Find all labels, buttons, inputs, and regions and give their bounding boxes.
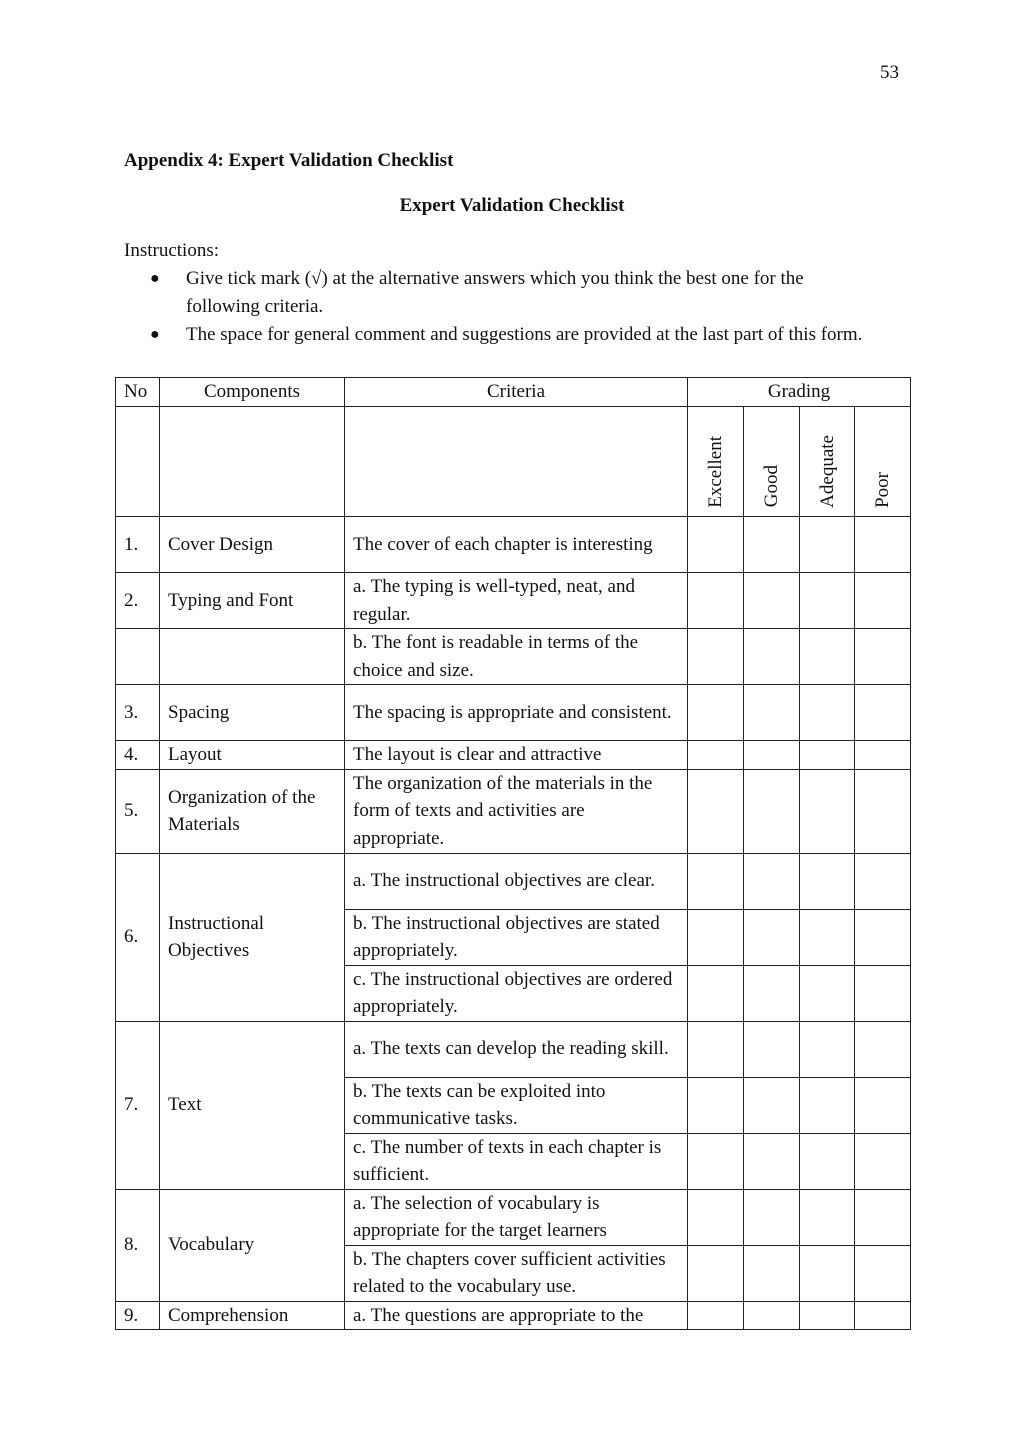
instruction-text: Give tick mark (√) at the alternative answers which you think the best one for the following criteria. xyxy=(186,268,804,317)
grade-poor-checkbox[interactable] xyxy=(855,685,911,741)
header-components: Components xyxy=(160,378,345,407)
component-cell: Comprehension xyxy=(160,1301,345,1330)
document-title: Expert Validation Checklist xyxy=(399,195,625,216)
criteria-cell: b. The instructional objectives are stated appropriately. xyxy=(345,909,688,965)
criteria-cell: b. The texts can be exploited into communicative tasks. xyxy=(345,1077,688,1133)
row-number: 1. xyxy=(116,517,160,573)
grade-adequate-checkbox[interactable] xyxy=(800,1301,855,1330)
validation-checklist-table xyxy=(115,377,911,1330)
grade-good-checkbox[interactable] xyxy=(744,1245,800,1301)
grade-adequate-checkbox[interactable] xyxy=(800,1021,855,1077)
row-number: 9. xyxy=(116,1301,160,1330)
grade-poor-checkbox[interactable] xyxy=(855,1189,911,1245)
grade-poor-checkbox[interactable] xyxy=(855,965,911,1021)
table-row xyxy=(116,685,911,741)
grade-excellent-checkbox[interactable] xyxy=(688,1133,744,1189)
grade-label: Excellent xyxy=(705,435,726,508)
grade-excellent-checkbox[interactable] xyxy=(688,573,744,629)
grade-poor-checkbox[interactable] xyxy=(855,769,911,853)
grade-adequate-checkbox[interactable] xyxy=(800,1133,855,1189)
grade-poor-checkbox[interactable] xyxy=(855,1077,911,1133)
grade-poor-checkbox[interactable] xyxy=(855,853,911,909)
grade-good-checkbox[interactable] xyxy=(744,517,800,573)
grade-adequate-checkbox[interactable] xyxy=(800,517,855,573)
grade-poor-checkbox[interactable] xyxy=(855,909,911,965)
grade-header-adequate xyxy=(800,407,855,517)
grade-poor-checkbox[interactable] xyxy=(855,573,911,629)
grade-label: Adequate xyxy=(816,434,838,508)
grade-excellent-checkbox[interactable] xyxy=(688,517,744,573)
component-cell: Instructional Objectives xyxy=(160,853,345,1021)
appendix-title: Appendix 4: Expert Validation Checklist xyxy=(124,150,454,171)
component-cell: Spacing xyxy=(160,685,345,741)
criteria-cell: a. The typing is well-typed, neat, and regular. xyxy=(345,573,688,629)
criteria-cell: c. The number of texts in each chapter is sufficient. xyxy=(345,1133,688,1189)
grade-good-checkbox[interactable] xyxy=(744,1133,800,1189)
grade-excellent-checkbox[interactable] xyxy=(688,1301,744,1330)
grade-excellent-checkbox[interactable] xyxy=(688,853,744,909)
criteria-cell: The spacing is appropriate and consistent. xyxy=(345,685,688,741)
row-number: 3. xyxy=(116,685,160,741)
criteria-cell: c. The instructional objectives are ordered appropriately. xyxy=(345,965,688,1021)
grade-excellent-checkbox[interactable] xyxy=(688,741,744,770)
grade-label: Poor xyxy=(872,471,893,508)
table-row xyxy=(116,769,911,853)
grade-adequate-checkbox[interactable] xyxy=(800,769,855,853)
page-number: 53 xyxy=(880,62,899,83)
row-number: 4. xyxy=(116,741,160,770)
grade-good-checkbox[interactable] xyxy=(744,853,800,909)
grade-adequate-checkbox[interactable] xyxy=(800,573,855,629)
grade-poor-checkbox[interactable] xyxy=(855,1133,911,1189)
table-row xyxy=(116,1021,911,1077)
empty-cell xyxy=(160,629,345,685)
grade-excellent-checkbox[interactable] xyxy=(688,1077,744,1133)
table-subheader-row xyxy=(116,407,911,517)
table-row xyxy=(116,741,911,770)
table-row xyxy=(116,629,911,685)
table-row xyxy=(116,853,911,909)
grade-adequate-checkbox[interactable] xyxy=(800,1245,855,1301)
component-cell: Text xyxy=(160,1021,345,1189)
grade-good-checkbox[interactable] xyxy=(744,1021,800,1077)
grade-adequate-checkbox[interactable] xyxy=(800,1077,855,1133)
instruction-item xyxy=(150,321,880,349)
grade-excellent-checkbox[interactable] xyxy=(688,909,744,965)
grade-good-checkbox[interactable] xyxy=(744,1301,800,1330)
bullet-icon: ● xyxy=(150,326,160,343)
grade-header-excellent xyxy=(688,407,744,517)
criteria-cell: The organization of the materials in the form of texts and activities are appropriate. xyxy=(345,769,688,853)
row-number: 8. xyxy=(116,1189,160,1301)
criteria-cell: b. The chapters cover sufficient activities related to the vocabulary use. xyxy=(345,1245,688,1301)
grade-poor-checkbox[interactable] xyxy=(855,1301,911,1330)
grade-adequate-checkbox[interactable] xyxy=(800,909,855,965)
row-number: 5. xyxy=(116,769,160,853)
component-cell: Cover Design xyxy=(160,517,345,573)
grade-good-checkbox[interactable] xyxy=(744,1077,800,1133)
table-row xyxy=(116,1301,911,1330)
grade-excellent-checkbox[interactable] xyxy=(688,965,744,1021)
grade-excellent-checkbox[interactable] xyxy=(688,1245,744,1301)
empty-cell xyxy=(116,407,160,517)
grade-header-good xyxy=(744,407,800,517)
table-row xyxy=(116,573,911,629)
table-row xyxy=(116,1189,911,1245)
grade-excellent-checkbox[interactable] xyxy=(688,1189,744,1245)
grade-header-poor xyxy=(855,407,911,517)
grade-poor-checkbox[interactable] xyxy=(855,1245,911,1301)
grade-good-checkbox[interactable] xyxy=(744,909,800,965)
grade-adequate-checkbox[interactable] xyxy=(800,685,855,741)
header-grading: Grading xyxy=(688,378,911,407)
table-header-row xyxy=(116,378,911,407)
instructions-label: Instructions: xyxy=(124,240,219,261)
grade-poor-checkbox[interactable] xyxy=(855,1021,911,1077)
row-number: 7. xyxy=(116,1021,160,1189)
grade-excellent-checkbox[interactable] xyxy=(688,629,744,685)
criteria-cell: a. The instructional objectives are clear. xyxy=(345,853,688,909)
grade-good-checkbox[interactable] xyxy=(744,685,800,741)
component-cell: Typing and Font xyxy=(160,573,345,629)
instruction-text: The space for general comment and suggestions are provided at the last part of this form. xyxy=(186,324,863,345)
bullet-icon: ● xyxy=(150,270,160,287)
row-number: 6. xyxy=(116,853,160,1021)
empty-cell xyxy=(160,407,345,517)
grade-poor-checkbox[interactable] xyxy=(855,629,911,685)
header-no: No xyxy=(116,378,160,407)
grade-good-checkbox[interactable] xyxy=(744,1189,800,1245)
grade-adequate-checkbox[interactable] xyxy=(800,965,855,1021)
instruction-item xyxy=(150,265,880,321)
component-cell: Organization of the Materials xyxy=(160,769,345,853)
criteria-cell: a. The selection of vocabulary is appropriate for the target learners xyxy=(345,1189,688,1245)
grade-adequate-checkbox[interactable] xyxy=(800,629,855,685)
grade-good-checkbox[interactable] xyxy=(744,573,800,629)
empty-cell xyxy=(345,407,688,517)
grade-poor-checkbox[interactable] xyxy=(855,741,911,770)
criteria-cell: The layout is clear and attractive xyxy=(345,741,688,770)
criteria-cell: a. The texts can develop the reading skill. xyxy=(345,1021,688,1077)
grade-adequate-checkbox[interactable] xyxy=(800,1189,855,1245)
grade-good-checkbox[interactable] xyxy=(744,741,800,770)
component-cell: Layout xyxy=(160,741,345,770)
empty-cell xyxy=(116,629,160,685)
criteria-cell: The cover of each chapter is interesting xyxy=(345,517,688,573)
grade-good-checkbox[interactable] xyxy=(744,769,800,853)
grade-poor-checkbox[interactable] xyxy=(855,517,911,573)
row-number: 2. xyxy=(116,573,160,629)
criteria-cell: a. The questions are appropriate to the xyxy=(345,1301,688,1330)
grade-good-checkbox[interactable] xyxy=(744,629,800,685)
grade-label: Good xyxy=(761,465,782,508)
grade-excellent-checkbox[interactable] xyxy=(688,1021,744,1077)
grade-excellent-checkbox[interactable] xyxy=(688,769,744,853)
grade-adequate-checkbox[interactable] xyxy=(800,853,855,909)
grade-good-checkbox[interactable] xyxy=(744,965,800,1021)
grade-adequate-checkbox[interactable] xyxy=(800,741,855,770)
header-criteria: Criteria xyxy=(345,378,688,407)
component-cell: Vocabulary xyxy=(160,1189,345,1301)
table-row xyxy=(116,517,911,573)
criteria-cell: b. The font is readable in terms of the choice and size. xyxy=(345,629,688,685)
grade-excellent-checkbox[interactable] xyxy=(688,685,744,741)
